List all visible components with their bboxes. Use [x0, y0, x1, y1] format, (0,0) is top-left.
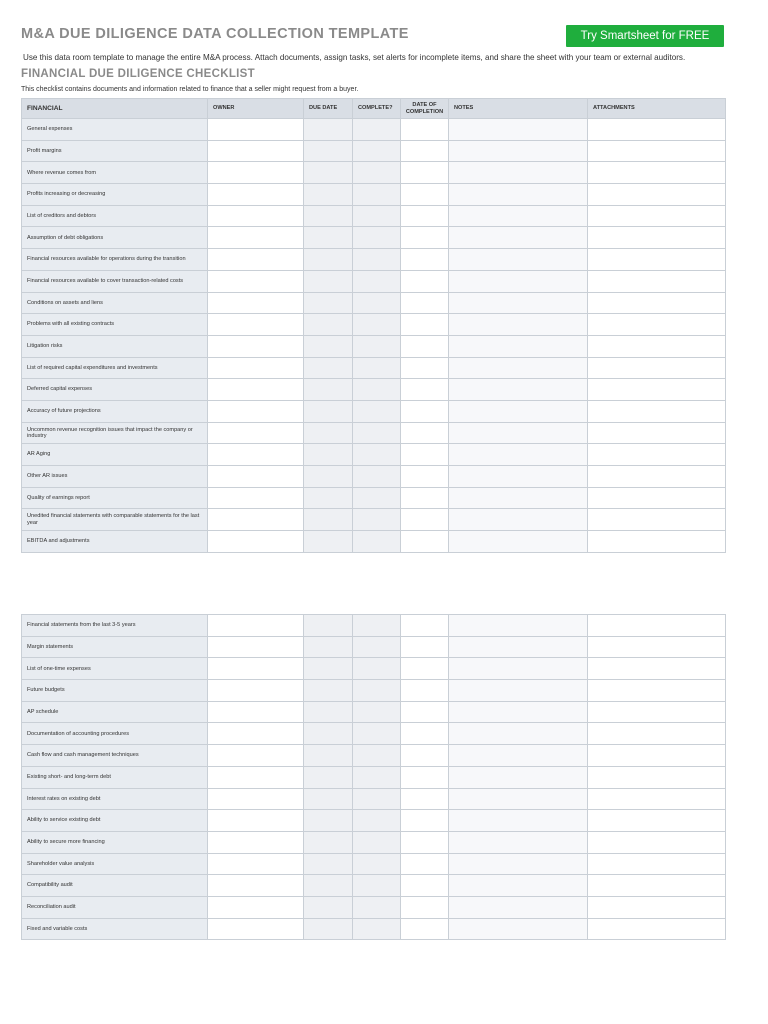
table-row — [22, 788, 726, 810]
date-of-completion-cell[interactable] — [401, 918, 449, 940]
owner-cell[interactable] — [208, 249, 304, 271]
attachments-cell[interactable] — [588, 119, 726, 141]
owner-cell[interactable] — [208, 810, 304, 832]
owner-cell[interactable] — [208, 379, 304, 401]
due-date-cell[interactable] — [304, 723, 353, 745]
table-row — [22, 615, 726, 637]
due-date-cell[interactable] — [304, 270, 353, 292]
notes-cell[interactable] — [449, 422, 588, 444]
due-date-cell[interactable] — [304, 788, 353, 810]
due-date-cell[interactable] — [304, 466, 353, 488]
due-date-cell[interactable] — [304, 658, 353, 680]
date-of-completion-cell[interactable] — [401, 379, 449, 401]
notes-cell[interactable] — [449, 745, 588, 767]
row-label: List of one-time expenses — [22, 658, 208, 680]
owner-cell[interactable] — [208, 831, 304, 853]
notes-cell[interactable] — [449, 509, 588, 531]
notes-cell[interactable] — [449, 444, 588, 466]
attachments-cell[interactable] — [588, 658, 726, 680]
notes-cell[interactable] — [449, 615, 588, 637]
attachments-cell[interactable] — [588, 615, 726, 637]
owner-cell[interactable] — [208, 636, 304, 658]
due-date-cell[interactable] — [304, 875, 353, 897]
notes-cell[interactable] — [449, 119, 588, 141]
try-smartsheet-button[interactable]: Try Smartsheet for FREE — [566, 25, 724, 47]
date-of-completion-cell[interactable] — [401, 466, 449, 488]
complete-cell[interactable] — [353, 335, 401, 357]
due-date-cell[interactable] — [304, 896, 353, 918]
section-subtitle: FINANCIAL DUE DILIGENCE CHECKLIST — [21, 68, 255, 80]
attachments-cell[interactable] — [588, 788, 726, 810]
row-label: List of creditors and debtors — [22, 205, 208, 227]
date-of-completion-cell[interactable] — [401, 831, 449, 853]
owner-cell[interactable] — [208, 658, 304, 680]
complete-cell[interactable] — [353, 701, 401, 723]
owner-cell[interactable] — [208, 466, 304, 488]
notes-cell[interactable] — [449, 701, 588, 723]
due-date-cell[interactable] — [304, 335, 353, 357]
row-label: Compatibility audit — [22, 875, 208, 897]
due-date-cell[interactable] — [304, 831, 353, 853]
column-header-notes: NOTES — [449, 99, 588, 119]
date-of-completion-cell[interactable] — [401, 701, 449, 723]
complete-cell[interactable] — [353, 766, 401, 788]
attachments-cell[interactable] — [588, 701, 726, 723]
attachments-cell[interactable] — [588, 853, 726, 875]
complete-cell[interactable] — [353, 119, 401, 141]
owner-cell[interactable] — [208, 140, 304, 162]
notes-cell[interactable] — [449, 140, 588, 162]
date-of-completion-cell[interactable] — [401, 875, 449, 897]
notes-cell[interactable] — [449, 658, 588, 680]
complete-cell[interactable] — [353, 680, 401, 702]
attachments-cell[interactable] — [588, 745, 726, 767]
owner-cell[interactable] — [208, 119, 304, 141]
column-header-complete: COMPLETE? — [353, 99, 401, 119]
table-row — [22, 335, 726, 357]
notes-cell[interactable] — [449, 357, 588, 379]
date-of-completion-cell[interactable] — [401, 680, 449, 702]
table-header-row — [22, 99, 726, 119]
complete-cell[interactable] — [353, 723, 401, 745]
owner-cell[interactable] — [208, 766, 304, 788]
row-label: Ability to secure more financing — [22, 831, 208, 853]
due-date-cell[interactable] — [304, 162, 353, 184]
attachments-cell[interactable] — [588, 249, 726, 271]
row-label: Conditions on assets and liens — [22, 292, 208, 314]
owner-cell[interactable] — [208, 205, 304, 227]
date-of-completion-cell[interactable] — [401, 444, 449, 466]
attachments-cell[interactable] — [588, 636, 726, 658]
attachments-cell[interactable] — [588, 723, 726, 745]
attachments-cell[interactable] — [588, 896, 726, 918]
attachments-cell[interactable] — [588, 918, 726, 940]
complete-cell[interactable] — [353, 810, 401, 832]
table-row — [22, 357, 726, 379]
owner-cell[interactable] — [208, 292, 304, 314]
complete-cell[interactable] — [353, 509, 401, 531]
date-of-completion-cell[interactable] — [401, 658, 449, 680]
due-date-cell[interactable] — [304, 745, 353, 767]
date-of-completion-cell[interactable] — [401, 636, 449, 658]
notes-cell[interactable] — [449, 292, 588, 314]
attachments-cell[interactable] — [588, 140, 726, 162]
table-row — [22, 701, 726, 723]
due-date-cell[interactable] — [304, 615, 353, 637]
row-label: EBITDA and adjustments — [22, 531, 208, 553]
owner-cell[interactable] — [208, 270, 304, 292]
complete-cell[interactable] — [353, 357, 401, 379]
owner-cell[interactable] — [208, 400, 304, 422]
table-row — [22, 270, 726, 292]
complete-cell[interactable] — [353, 314, 401, 336]
row-label: Financial resources available to cover transaction-related costs — [22, 270, 208, 292]
table-row — [22, 140, 726, 162]
due-date-cell[interactable] — [304, 379, 353, 401]
table-row — [22, 444, 726, 466]
owner-cell[interactable] — [208, 853, 304, 875]
attachments-cell[interactable] — [588, 487, 726, 509]
due-date-cell[interactable] — [304, 227, 353, 249]
notes-cell[interactable] — [449, 335, 588, 357]
complete-cell[interactable] — [353, 184, 401, 206]
due-date-cell[interactable] — [304, 810, 353, 832]
date-of-completion-cell[interactable] — [401, 509, 449, 531]
owner-cell[interactable] — [208, 680, 304, 702]
due-date-cell[interactable] — [304, 249, 353, 271]
due-date-cell[interactable] — [304, 531, 353, 553]
notes-cell[interactable] — [449, 831, 588, 853]
owner-cell[interactable] — [208, 509, 304, 531]
attachments-cell[interactable] — [588, 766, 726, 788]
complete-cell[interactable] — [353, 292, 401, 314]
complete-cell[interactable] — [353, 918, 401, 940]
date-of-completion-cell[interactable] — [401, 270, 449, 292]
attachments-cell[interactable] — [588, 227, 726, 249]
owner-cell[interactable] — [208, 531, 304, 553]
complete-cell[interactable] — [353, 487, 401, 509]
table-row — [22, 509, 726, 531]
row-label: Accuracy of future projections — [22, 400, 208, 422]
table-row — [22, 292, 726, 314]
owner-cell[interactable] — [208, 615, 304, 637]
attachments-cell[interactable] — [588, 422, 726, 444]
row-label: Ability to service existing debt — [22, 810, 208, 832]
row-label: General expenses — [22, 119, 208, 141]
attachments-cell[interactable] — [588, 162, 726, 184]
owner-cell[interactable] — [208, 357, 304, 379]
complete-cell[interactable] — [353, 615, 401, 637]
complete-cell[interactable] — [353, 205, 401, 227]
complete-cell[interactable] — [353, 636, 401, 658]
due-date-cell[interactable] — [304, 357, 353, 379]
column-header-attachments: ATTACHMENTS — [588, 99, 726, 119]
due-date-cell[interactable] — [304, 444, 353, 466]
attachments-cell[interactable] — [588, 875, 726, 897]
complete-cell[interactable] — [353, 162, 401, 184]
complete-cell[interactable] — [353, 875, 401, 897]
table-row — [22, 745, 726, 767]
table-row — [22, 249, 726, 271]
notes-cell[interactable] — [449, 918, 588, 940]
notes-cell[interactable] — [449, 680, 588, 702]
intro-text: Use this data room template to manage the entire M&A process. Attach documents, assign tasks, set alerts for incomplete items, and share the sheet with your team or external auditors. — [23, 53, 686, 62]
complete-cell[interactable] — [353, 422, 401, 444]
section-description: This checklist contains documents and information related to finance that a seller might request from a buyer. — [21, 86, 359, 93]
due-date-cell[interactable] — [304, 140, 353, 162]
table-row — [22, 314, 726, 336]
complete-cell[interactable] — [353, 658, 401, 680]
row-label: AP schedule — [22, 701, 208, 723]
date-of-completion-cell[interactable] — [401, 314, 449, 336]
table-row — [22, 896, 726, 918]
attachments-cell[interactable] — [588, 314, 726, 336]
due-date-cell[interactable] — [304, 766, 353, 788]
notes-cell[interactable] — [449, 184, 588, 206]
owner-cell[interactable] — [208, 314, 304, 336]
date-of-completion-cell[interactable] — [401, 487, 449, 509]
table-row — [22, 400, 726, 422]
table-row — [22, 766, 726, 788]
complete-cell[interactable] — [353, 379, 401, 401]
date-of-completion-cell[interactable] — [401, 745, 449, 767]
row-label: Fixed and variable costs — [22, 918, 208, 940]
due-date-cell[interactable] — [304, 314, 353, 336]
checklist-table-page-2 — [21, 614, 726, 940]
due-date-cell[interactable] — [304, 853, 353, 875]
table-row — [22, 422, 726, 444]
complete-cell[interactable] — [353, 745, 401, 767]
attachments-cell[interactable] — [588, 184, 726, 206]
date-of-completion-cell[interactable] — [401, 853, 449, 875]
attachments-cell[interactable] — [588, 466, 726, 488]
due-date-cell[interactable] — [304, 487, 353, 509]
attachments-cell[interactable] — [588, 335, 726, 357]
notes-cell[interactable] — [449, 314, 588, 336]
due-date-cell[interactable] — [304, 509, 353, 531]
date-of-completion-cell[interactable] — [401, 896, 449, 918]
complete-cell[interactable] — [353, 249, 401, 271]
row-label: Margin statements — [22, 636, 208, 658]
complete-cell[interactable] — [353, 400, 401, 422]
owner-cell[interactable] — [208, 896, 304, 918]
row-label: List of required capital expenditures and investments — [22, 357, 208, 379]
row-label: Problems with all existing contracts — [22, 314, 208, 336]
table-row — [22, 205, 726, 227]
attachments-cell[interactable] — [588, 680, 726, 702]
table-row — [22, 531, 726, 553]
row-label: Other AR issues — [22, 466, 208, 488]
complete-cell[interactable] — [353, 853, 401, 875]
owner-cell[interactable] — [208, 422, 304, 444]
notes-cell[interactable] — [449, 249, 588, 271]
due-date-cell[interactable] — [304, 422, 353, 444]
row-label: Unedited financial statements with comparable statements for the last year — [22, 509, 208, 531]
table-row — [22, 680, 726, 702]
date-of-completion-cell[interactable] — [401, 788, 449, 810]
attachments-cell[interactable] — [588, 810, 726, 832]
due-date-cell[interactable] — [304, 119, 353, 141]
owner-cell[interactable] — [208, 875, 304, 897]
date-of-completion-cell[interactable] — [401, 205, 449, 227]
table-row — [22, 119, 726, 141]
attachments-cell[interactable] — [588, 831, 726, 853]
complete-cell[interactable] — [353, 270, 401, 292]
notes-cell[interactable] — [449, 205, 588, 227]
notes-cell[interactable] — [449, 766, 588, 788]
row-label: Existing short- and long-term debt — [22, 766, 208, 788]
table-row — [22, 810, 726, 832]
owner-cell[interactable] — [208, 184, 304, 206]
date-of-completion-cell[interactable] — [401, 422, 449, 444]
row-label: Profit margins — [22, 140, 208, 162]
column-header-due-date: DUE DATE — [304, 99, 353, 119]
notes-cell[interactable] — [449, 810, 588, 832]
row-label: Interest rates on existing debt — [22, 788, 208, 810]
complete-cell[interactable] — [353, 444, 401, 466]
notes-cell[interactable] — [449, 227, 588, 249]
owner-cell[interactable] — [208, 162, 304, 184]
owner-cell[interactable] — [208, 723, 304, 745]
attachments-cell[interactable] — [588, 270, 726, 292]
date-of-completion-cell[interactable] — [401, 357, 449, 379]
due-date-cell[interactable] — [304, 400, 353, 422]
notes-cell[interactable] — [449, 875, 588, 897]
date-of-completion-cell[interactable] — [401, 400, 449, 422]
owner-cell[interactable] — [208, 701, 304, 723]
notes-cell[interactable] — [449, 896, 588, 918]
complete-cell[interactable] — [353, 140, 401, 162]
owner-cell[interactable] — [208, 335, 304, 357]
owner-cell[interactable] — [208, 745, 304, 767]
complete-cell[interactable] — [353, 896, 401, 918]
table-row — [22, 918, 726, 940]
notes-cell[interactable] — [449, 379, 588, 401]
notes-cell[interactable] — [449, 636, 588, 658]
table-row — [22, 466, 726, 488]
table-row — [22, 184, 726, 206]
row-label: Shareholder value analysis — [22, 853, 208, 875]
row-label: Deferred capital expenses — [22, 379, 208, 401]
date-of-completion-cell[interactable] — [401, 249, 449, 271]
complete-cell[interactable] — [353, 831, 401, 853]
notes-cell[interactable] — [449, 162, 588, 184]
date-of-completion-cell[interactable] — [401, 184, 449, 206]
row-label: Financial statements from the last 3-5 years — [22, 615, 208, 637]
table-row — [22, 162, 726, 184]
attachments-cell[interactable] — [588, 400, 726, 422]
table-row — [22, 487, 726, 509]
complete-cell[interactable] — [353, 466, 401, 488]
row-label: Where revenue comes from — [22, 162, 208, 184]
date-of-completion-cell[interactable] — [401, 119, 449, 141]
due-date-cell[interactable] — [304, 701, 353, 723]
owner-cell[interactable] — [208, 918, 304, 940]
owner-cell[interactable] — [208, 444, 304, 466]
date-of-completion-cell[interactable] — [401, 140, 449, 162]
row-label: Assumption of debt obligations — [22, 227, 208, 249]
column-header-date-of-completion: DATE OF COMPLETION — [401, 99, 449, 119]
date-of-completion-cell[interactable] — [401, 615, 449, 637]
notes-cell[interactable] — [449, 853, 588, 875]
date-of-completion-cell[interactable] — [401, 531, 449, 553]
checklist-table-page-1 — [21, 98, 726, 553]
table-row — [22, 831, 726, 853]
column-header-financial: FINANCIAL — [22, 99, 208, 119]
owner-cell[interactable] — [208, 227, 304, 249]
date-of-completion-cell[interactable] — [401, 766, 449, 788]
due-date-cell[interactable] — [304, 205, 353, 227]
owner-cell[interactable] — [208, 487, 304, 509]
row-label: AR Aging — [22, 444, 208, 466]
attachments-cell[interactable] — [588, 531, 726, 553]
table-row — [22, 379, 726, 401]
due-date-cell[interactable] — [304, 636, 353, 658]
notes-cell[interactable] — [449, 487, 588, 509]
date-of-completion-cell[interactable] — [401, 292, 449, 314]
attachments-cell[interactable] — [588, 509, 726, 531]
table-row — [22, 723, 726, 745]
row-label: Documentation of accounting procedures — [22, 723, 208, 745]
date-of-completion-cell[interactable] — [401, 723, 449, 745]
table-row — [22, 227, 726, 249]
due-date-cell[interactable] — [304, 680, 353, 702]
notes-cell[interactable] — [449, 531, 588, 553]
notes-cell[interactable] — [449, 466, 588, 488]
complete-cell[interactable] — [353, 227, 401, 249]
due-date-cell[interactable] — [304, 184, 353, 206]
row-label: Profits increasing or decreasing — [22, 184, 208, 206]
column-header-owner: OWNER — [208, 99, 304, 119]
date-of-completion-cell[interactable] — [401, 335, 449, 357]
attachments-cell[interactable] — [588, 205, 726, 227]
table-row — [22, 853, 726, 875]
date-of-completion-cell[interactable] — [401, 810, 449, 832]
complete-cell[interactable] — [353, 788, 401, 810]
table-row — [22, 658, 726, 680]
row-label: Quality of earnings report — [22, 487, 208, 509]
notes-cell[interactable] — [449, 788, 588, 810]
due-date-cell[interactable] — [304, 918, 353, 940]
complete-cell[interactable] — [353, 531, 401, 553]
row-label: Reconciliation audit — [22, 896, 208, 918]
due-date-cell[interactable] — [304, 292, 353, 314]
row-label: Future budgets — [22, 680, 208, 702]
owner-cell[interactable] — [208, 788, 304, 810]
row-label: Litigation risks — [22, 335, 208, 357]
row-label: Financial resources available for operations during the transition — [22, 249, 208, 271]
notes-cell[interactable] — [449, 723, 588, 745]
date-of-completion-cell[interactable] — [401, 162, 449, 184]
attachments-cell[interactable] — [588, 357, 726, 379]
date-of-completion-cell[interactable] — [401, 227, 449, 249]
attachments-cell[interactable] — [588, 379, 726, 401]
attachments-cell[interactable] — [588, 444, 726, 466]
row-label: Cash flow and cash management techniques — [22, 745, 208, 767]
notes-cell[interactable] — [449, 270, 588, 292]
table-row — [22, 636, 726, 658]
notes-cell[interactable] — [449, 400, 588, 422]
attachments-cell[interactable] — [588, 292, 726, 314]
page-title: M&A DUE DILIGENCE DATA COLLECTION TEMPLATE — [21, 26, 409, 42]
table-row — [22, 875, 726, 897]
row-label: Uncommon revenue recognition issues that impact the company or industry — [22, 422, 208, 444]
